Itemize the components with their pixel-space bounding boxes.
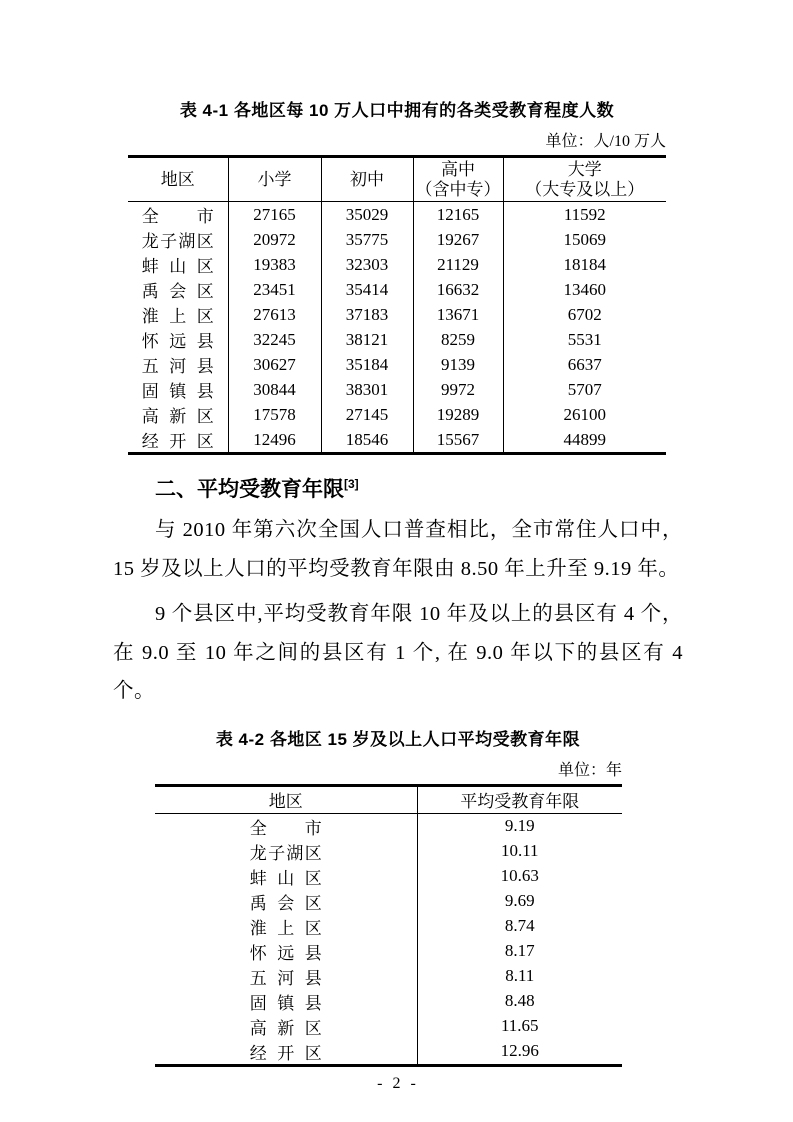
cell-junior: [321, 427, 413, 454]
col-header-label: 地区: [160, 169, 195, 189]
cell-value: 蚌山区: [249, 868, 322, 888]
table2-header: [155, 785, 622, 813]
cell-region: [155, 989, 417, 1014]
cell-value: 44899: [563, 429, 606, 449]
cell-value: 30844: [253, 379, 296, 399]
cell-years: [417, 1014, 622, 1039]
cell-value: 13671: [436, 304, 480, 324]
cell-primary: [228, 202, 321, 228]
table-row: [128, 402, 666, 427]
col-header-label: 大学: [567, 159, 602, 179]
cell-region: [128, 327, 228, 352]
cell-senior: [413, 202, 503, 228]
cell-value: 经开区: [249, 1043, 322, 1063]
cell-value: 23451: [253, 279, 296, 299]
cell-college: [503, 202, 666, 228]
cell-value: 5531: [567, 329, 602, 349]
cell-region: [155, 914, 417, 939]
cell-years: [417, 813, 622, 839]
table-row: [155, 1014, 622, 1039]
cell-value: 8.17: [504, 941, 535, 960]
col-header-sublabel: （含中专）: [415, 179, 501, 199]
cell-years: [417, 864, 622, 889]
table1-body: [128, 202, 666, 454]
table1-unit-label: 单位：人/10 万人: [545, 133, 666, 150]
cell-college: [503, 402, 666, 427]
cell-value: 15567: [436, 429, 480, 449]
cell-primary: [228, 427, 321, 454]
table-row: [155, 964, 622, 989]
cell-value: 全市: [249, 818, 322, 838]
table-header-row: [155, 785, 622, 813]
cell-value: 5707: [567, 379, 602, 399]
table-row: [128, 302, 666, 327]
cell-value: 30627: [253, 354, 296, 374]
col-header-label: 小学: [257, 169, 292, 189]
cell-value: 12165: [436, 204, 480, 224]
cell-value: 6702: [567, 304, 602, 324]
cell-senior: [413, 427, 503, 454]
cell-region: [155, 939, 417, 964]
cell-value: 禹会区: [141, 282, 214, 301]
cell-college: [503, 327, 666, 352]
cell-value: 五河县: [141, 357, 214, 376]
col-header-sublabel: （大专及以上）: [525, 179, 645, 199]
table-row: [128, 377, 666, 402]
cell-value: 全市: [141, 207, 214, 226]
cell-region: [128, 402, 228, 427]
cell-senior: [413, 352, 503, 377]
table-row: [155, 939, 622, 964]
cell-value: 18546: [345, 429, 389, 449]
cell-college: [503, 252, 666, 277]
cell-value: 27613: [253, 304, 296, 324]
section-heading-text: 二、平均受教育年限: [155, 478, 344, 501]
cell-value: 高新区: [249, 1018, 322, 1038]
col-header-label: 地区: [268, 792, 303, 811]
cell-region: [128, 352, 228, 377]
cell-junior: [321, 402, 413, 427]
cell-region: [155, 813, 417, 839]
cell-value: 固镇县: [249, 993, 322, 1013]
paragraph-education-years: 与 2010 年第六次全国人口普查相比，全市常住人口中，15 岁及以上人口的平均受教育年限由 8.50 年上升至 9.19 年。: [113, 519, 683, 580]
col-header-region: [155, 785, 417, 813]
cell-value: 10.63: [500, 866, 539, 885]
cell-junior: [321, 227, 413, 252]
cell-college: [503, 427, 666, 454]
cell-value: 怀远县: [141, 332, 214, 351]
paragraph-county-distribution: 9 个县区中,平均受教育年限 10 年及以上的县区有 4 个，在 9.0 至 10 年之间的县区有 1 个, 在 9.0 年以下的县区有 4 个。: [113, 603, 683, 702]
col-header-college: [503, 157, 666, 202]
cell-value: 17578: [253, 404, 296, 424]
cell-value: 固镇县: [141, 382, 214, 401]
table-header-row: [128, 157, 666, 202]
cell-value: 13460: [563, 279, 606, 299]
table-row: [155, 889, 622, 914]
cell-value: 19289: [436, 404, 480, 424]
cell-region: [155, 1039, 417, 1066]
cell-senior: [413, 277, 503, 302]
table2-title: 表 4-2 各地区 15 岁及以上人口平均受教育年限: [215, 729, 581, 749]
page-number: - 2 -: [377, 1074, 419, 1092]
cell-region: [128, 252, 228, 277]
table-row: [155, 839, 622, 864]
cell-primary: [228, 377, 321, 402]
cell-senior: [413, 377, 503, 402]
table1: [128, 155, 666, 455]
table2-body: [155, 813, 622, 1065]
cell-value: 35029: [345, 204, 389, 224]
cell-value: 龙子湖区: [249, 843, 322, 863]
cell-region: [155, 964, 417, 989]
cell-senior: [413, 227, 503, 252]
cell-value: 五河县: [249, 968, 322, 988]
table-row: [155, 813, 622, 839]
table-row: [128, 202, 666, 228]
cell-years: [417, 939, 622, 964]
cell-region: [155, 1014, 417, 1039]
cell-region: [155, 864, 417, 889]
table-row: [155, 914, 622, 939]
cell-junior: [321, 377, 413, 402]
cell-value: 15069: [563, 229, 606, 249]
cell-value: 38301: [345, 379, 389, 399]
cell-senior: [413, 302, 503, 327]
cell-value: 9972: [441, 379, 475, 399]
cell-years: [417, 964, 622, 989]
cell-college: [503, 227, 666, 252]
table-row: [128, 427, 666, 454]
cell-college: [503, 277, 666, 302]
cell-value: 32303: [345, 254, 389, 274]
cell-primary: [228, 252, 321, 277]
cell-value: 禹会区: [249, 893, 322, 913]
cell-value: 经开区: [141, 432, 214, 451]
cell-value: 9139: [441, 354, 475, 374]
cell-value: 12.96: [500, 1041, 539, 1060]
cell-value: 11592: [563, 204, 606, 224]
table-row: [155, 989, 622, 1014]
table-row: [155, 864, 622, 889]
col-header-senior: [413, 157, 503, 202]
cell-years: [417, 889, 622, 914]
cell-region: [128, 427, 228, 454]
table2-unit-label: 单位：年: [557, 761, 622, 779]
table-row: [155, 1039, 622, 1066]
cell-value: 27145: [345, 404, 389, 424]
cell-years: [417, 989, 622, 1014]
table1-header: [128, 157, 666, 202]
table-row: [128, 227, 666, 252]
cell-value: 35414: [345, 279, 389, 299]
cell-value: 19267: [436, 229, 480, 249]
cell-value: 8.74: [504, 916, 535, 935]
cell-value: 26100: [563, 404, 606, 424]
table1-title: 表 4-1 各地区每 10 万人口中拥有的各类受教育程度人数: [179, 101, 615, 120]
cell-senior: [413, 402, 503, 427]
col-header-avg-years: [417, 785, 622, 813]
table2-block: [155, 725, 622, 1067]
cell-region: [155, 839, 417, 864]
cell-college: [503, 352, 666, 377]
cell-primary: [228, 327, 321, 352]
cell-value: 18184: [563, 254, 606, 274]
cell-value: 怀远县: [249, 943, 322, 963]
cell-years: [417, 1039, 622, 1066]
cell-value: 9.69: [504, 891, 535, 910]
cell-region: [128, 377, 228, 402]
col-header-primary: [228, 157, 321, 202]
cell-value: 19383: [253, 254, 296, 274]
cell-primary: [228, 402, 321, 427]
col-header-label: 初中: [350, 169, 384, 189]
cell-value: 6637: [567, 354, 602, 374]
cell-region: [155, 889, 417, 914]
cell-value: 20972: [253, 229, 296, 249]
cell-junior: [321, 302, 413, 327]
cell-college: [503, 377, 666, 402]
cell-value: 38121: [345, 329, 389, 349]
cell-junior: [321, 352, 413, 377]
cell-value: 35184: [345, 354, 389, 374]
col-header-label: 高中: [441, 159, 475, 179]
cell-value: 35775: [345, 229, 389, 249]
cell-junior: [321, 277, 413, 302]
cell-value: 龙子湖区: [141, 232, 214, 251]
cell-value: 11.65: [500, 1016, 539, 1035]
cell-junior: [321, 327, 413, 352]
cell-primary: [228, 302, 321, 327]
cell-junior: [321, 252, 413, 277]
col-header-junior: [321, 157, 413, 202]
cell-value: 10.11: [500, 841, 539, 860]
cell-primary: [228, 277, 321, 302]
cell-value: 37183: [345, 304, 389, 324]
cell-value: 高新区: [141, 407, 214, 426]
table1-block: [128, 96, 666, 455]
cell-region: [128, 302, 228, 327]
table-row: [128, 352, 666, 377]
cell-value: 淮上区: [249, 918, 322, 938]
cell-region: [128, 277, 228, 302]
cell-region: [128, 227, 228, 252]
cell-value: 12496: [253, 429, 296, 449]
section-heading: [113, 470, 683, 504]
cell-value: 淮上区: [141, 307, 214, 326]
table2: [155, 784, 622, 1067]
cell-years: [417, 914, 622, 939]
cell-value: 8.48: [504, 991, 535, 1010]
cell-value: 16632: [436, 279, 480, 299]
table-row: [128, 277, 666, 302]
cell-primary: [228, 352, 321, 377]
cell-senior: [413, 252, 503, 277]
cell-college: [503, 302, 666, 327]
table-row: [128, 252, 666, 277]
col-header-label: 平均受教育年限: [460, 792, 580, 811]
cell-value: 9.19: [504, 816, 535, 835]
cell-value: 8259: [441, 329, 475, 349]
cell-value: 21129: [437, 254, 479, 274]
table-row: [128, 327, 666, 352]
cell-senior: [413, 327, 503, 352]
cell-value: 蚌山区: [141, 257, 214, 276]
col-header-region: [128, 157, 228, 202]
footnote-reference: [3]: [344, 477, 359, 491]
cell-value: 27165: [253, 204, 296, 224]
cell-junior: [321, 202, 413, 228]
cell-value: 8.11: [505, 966, 535, 985]
cell-region: [128, 202, 228, 228]
cell-primary: [228, 227, 321, 252]
cell-years: [417, 839, 622, 864]
cell-value: 32245: [253, 329, 296, 349]
